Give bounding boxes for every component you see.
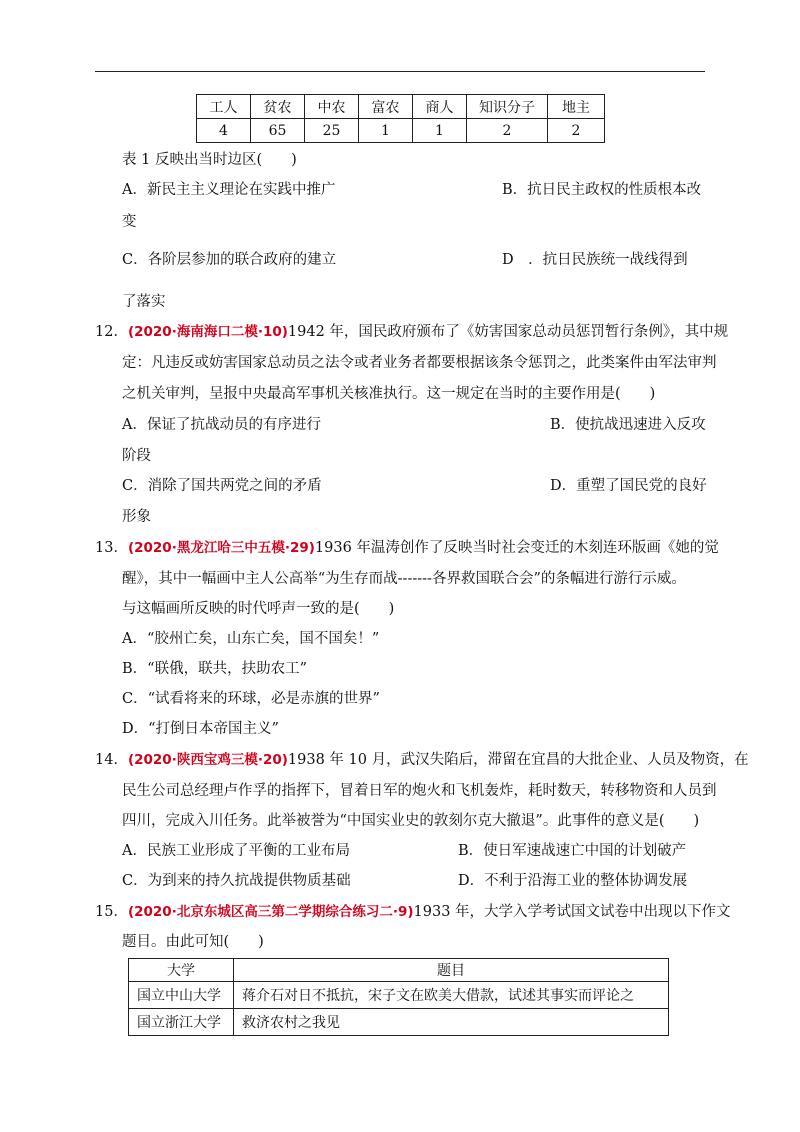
table-cell: 商人 [413,95,467,119]
table-row [129,1009,669,1036]
q15-number: 15． [95,904,128,920]
table-cell: 中农 [305,95,359,119]
q13-source: (2020·黑龙江哈三中五模·29) [127,540,315,556]
q14-number: 14． [95,752,128,768]
q13-option-b: B．“联俄，联共，扶助农工” [122,661,307,677]
table-cell: 4 [197,119,251,143]
q13-text-1: 1936 年温涛创作了反映当时社会变迁的木刻连环版画《她的觉 [314,540,719,556]
q12-line-1 [95,320,728,341]
q14-option-c: C．为到来的持久抗战提供物质基础 [122,873,351,889]
table-row [197,119,605,143]
q14-line-1 [95,748,749,769]
q11-option-c: C．各阶层参加的联合政府的建立 [122,252,337,268]
table-cell-university: 国立浙江大学 [129,1009,234,1036]
table-header-topic: 题目 [234,959,669,982]
q12-option-d-cont: 形象 [122,509,151,525]
table-cell: 贫农 [251,95,305,119]
q11-option-a: A．新民主主义理论在实践中推广 [122,182,336,198]
table-cell: 工人 [197,95,251,119]
q15-source: (2020·北京东城区高三第二学期综合练习二·9) [127,904,414,920]
q14-line-2: 民生公司总经理卢作孚的指挥下，冒着日军的炮火和飞机轰炸，耗时数天，转移物资和人员到 [122,783,717,799]
q14-text-1: 1938 年 10 月，武汉失陷后，滞留在宜昌的大批企业、人员及物资，在 [287,752,749,768]
header-rule [95,71,705,72]
table-header-university: 大学 [129,959,234,982]
q14-source: (2020·陕西宝鸡三模·20) [127,752,288,768]
table-cell: 富农 [359,95,413,119]
table-header-row [197,95,605,119]
class-composition-table [196,94,605,143]
q13-line-2: 醒》，其中一幅画中主人公高举“为生存而战-------各界救国联合会”的条幅进行游行示威。 [122,571,686,587]
q12-option-d: D．重塑了国民党的良好 [550,478,707,494]
table-cell-university: 国立中山大学 [129,982,234,1009]
q12-number: 12． [95,324,128,340]
q14-option-a: A．民族工业形成了平衡的工业布局 [122,843,350,859]
q15-line-1 [95,900,731,921]
q15-text-1: 1933 年，大学入学考试国文试卷中出现以下作文 [413,904,731,920]
q13-number: 13． [95,540,128,556]
q12-line-3: 之机关审判，呈报中央最高军事机关核准执行。这一规定在当时的主要作用是( ) [122,386,656,402]
q13-line-1 [95,536,719,557]
q11-option-d: D ．抗日民族统一战线得到 [502,252,688,268]
q12-option-b-cont: 阶段 [122,448,151,464]
q12-line-2: 定：凡违反或妨害国家总动员之法令或者业务者都要根据该条令惩罚之，此类案件由军法审判 [122,355,717,371]
table-cell: 65 [251,119,305,143]
table-header-row [129,959,669,982]
table-cell: 25 [305,119,359,143]
q11-stem: 表 1 反映出当时边区( ) [122,152,297,168]
table-cell: 2 [467,119,548,143]
table-cell: 地主 [548,95,605,119]
q12-option-a: A．保证了抗战动员的有序进行 [122,417,321,433]
university-essay-table [128,958,669,1036]
table-row [129,982,669,1009]
table-cell: 1 [359,119,413,143]
table-cell-topic: 救济农村之我见 [234,1009,669,1036]
q11-option-b: B．抗日民主政权的性质根本改 [502,182,702,198]
table-cell-topic: 蒋介石对日不抵抗，宋子文在欧美大借款，试述其事实而评论之 [234,982,669,1009]
q11-option-b-cont: 变 [122,214,137,230]
q14-option-d: D．不利于沿海工业的整体协调发展 [458,873,688,889]
q11-option-d-cont: 了落实 [122,294,166,310]
q14-line-3: 四川，完成入川任务。此举被誉为“中国实业史的敦刻尔克大撤退”。此事件的意义是( ) [122,813,700,829]
q12-option-b: B．使抗战迅速进入反攻 [550,417,706,433]
q13-option-c: C．“试看将来的环球，必是赤旗的世界” [122,691,380,707]
table-cell: 1 [413,119,467,143]
q13-option-a: A．“胶州亡矣，山东亡矣，国不国矣！” [122,631,380,647]
q14-option-b: B．使日军速战速亡中国的计划破产 [458,843,687,859]
table-cell: 知识分子 [467,95,548,119]
q13-option-d: D．“打倒日本帝国主义” [122,721,279,737]
q13-line-3: 与这幅画所反映的时代呼声一致的是( ) [122,601,395,617]
table-cell: 2 [548,119,605,143]
q15-line-2: 题目。由此可知( ) [122,934,264,950]
q12-option-c: C．消除了国共两党之间的矛盾 [122,478,322,494]
q12-text-1: 1942 年，国民政府颁布了《妨害国家总动员惩罚暂行条例》，其中规 [287,324,729,340]
q12-source: (2020·海南海口二模·10) [127,324,288,340]
